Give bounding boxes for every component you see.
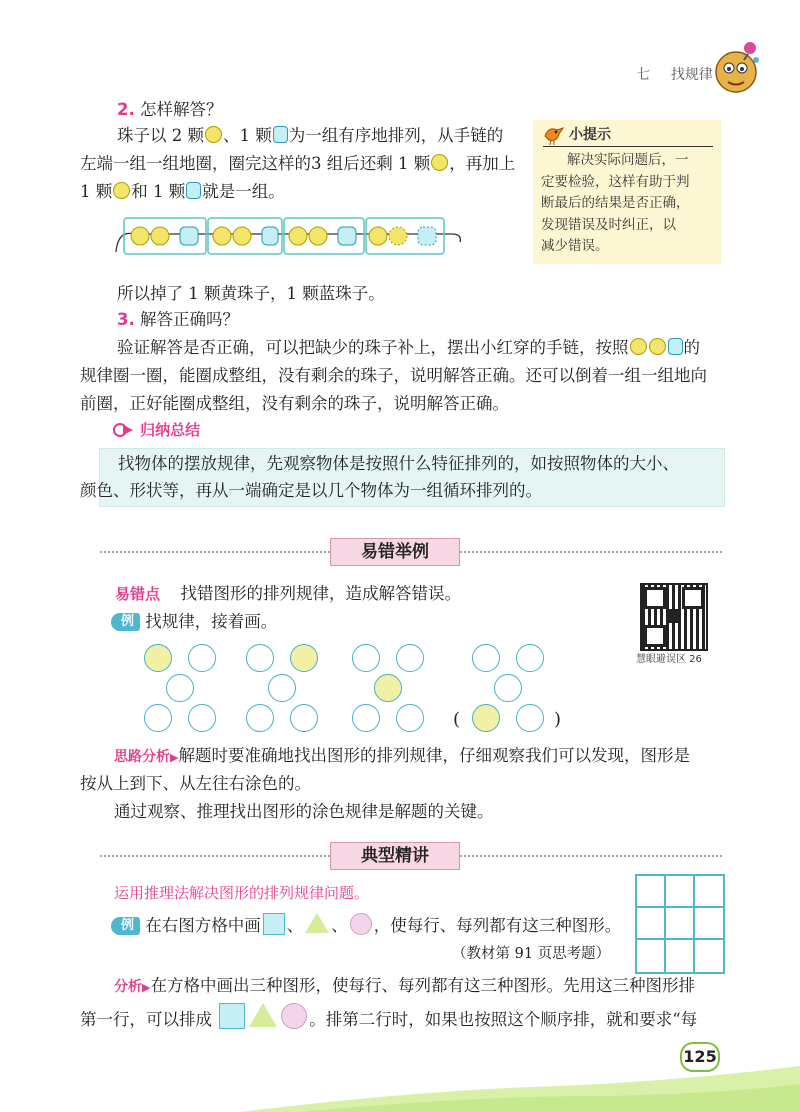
- bird-icon: [541, 122, 567, 146]
- pattern-circle: [516, 644, 544, 672]
- q2-number: 2.: [117, 100, 135, 119]
- pattern-circle: [494, 674, 522, 702]
- pattern-circle: [516, 704, 544, 732]
- pattern-circle: [290, 704, 318, 732]
- tip-line-4: 发现错误及时纠正，以: [541, 216, 676, 233]
- q2-line3-c: 就是一组。: [202, 182, 285, 201]
- pattern-circle: [166, 674, 194, 702]
- pattern-circle: [144, 704, 172, 732]
- pattern-circle: [472, 644, 500, 672]
- analysis-arrow-icon: ▶: [142, 981, 151, 994]
- q2-line-3: [80, 178, 285, 206]
- q3-line-3: 前圈，正好能圈成整组，没有剩余的珠子，说明解答正确。: [80, 394, 509, 413]
- mistake-analysis-line-3: 通过观察、推理找出图形的涂色规律是解题的关键。: [114, 802, 494, 821]
- q3-line1-b: 的: [683, 338, 700, 357]
- pattern-circle: [374, 674, 402, 702]
- mistake-text: 找错图形的排列规律，造成解答错误。: [180, 584, 462, 603]
- pattern-circle: [396, 644, 424, 672]
- typical-example: [111, 912, 621, 940]
- tip-line-2: 定要检验，这样有助于判: [541, 173, 690, 190]
- tip-line-1: 解决实际问题后，一: [567, 152, 689, 168]
- chapter-number: 七: [636, 67, 650, 83]
- typical-analysis-label: 分析: [114, 979, 142, 995]
- divider-right-2: [460, 855, 722, 857]
- typical-source: （教材第 91 页思考题）: [452, 946, 611, 962]
- divider-left: [100, 551, 330, 553]
- analysis-label: 思路分析: [114, 749, 170, 765]
- triangle-shape-icon: [249, 1003, 277, 1027]
- mistake-analysis-line-1: [114, 742, 690, 772]
- circle-shape-icon: [350, 913, 372, 935]
- mascot-icon: [712, 38, 762, 96]
- q3-line1-a: 验证解答是否正确，可以把缺少的珠子补上，摆出小红穿的手链，按照: [117, 338, 629, 357]
- example-tag: 例: [111, 613, 140, 631]
- typical-ex-a: 在右图方格中画: [145, 916, 261, 935]
- typical-analysis-text-1: 在方格中画出三种图形，使每行、每列都有这三种图形。先用这三种图形排: [150, 976, 695, 995]
- q2-line2-a: 左端一组一组地圈，圈完这样的3 组后还剩 1 颗: [80, 154, 431, 173]
- q2-line2-b: ，再加上: [449, 154, 516, 173]
- q2-line1-b: 、1 颗: [223, 126, 272, 145]
- q2-heading: [117, 96, 223, 124]
- summary-title: [113, 419, 200, 440]
- circle-pattern: [140, 640, 560, 740]
- tip-box: [533, 120, 721, 264]
- q3-line-2: 规律圈一圈，能圈成整组，没有剩余的珠子，说明解答正确。还可以倒着一组一组地向: [80, 366, 707, 385]
- yellow-bead-icon: [431, 154, 448, 171]
- example-text: 找规律，接着画。: [145, 612, 278, 631]
- q2-line3-b: 和 1 颗: [131, 182, 186, 201]
- answer-grid: [635, 874, 725, 974]
- typical-analysis-line-1: [114, 972, 695, 1002]
- square-shape-icon: [263, 913, 285, 935]
- example-tag-2: 例: [111, 917, 140, 935]
- q2-line3-a: 1 颗: [80, 182, 113, 201]
- qr-code: [640, 583, 708, 651]
- tip-title: 小提示: [569, 127, 611, 143]
- bracelet-illustration: [112, 212, 464, 262]
- yellow-bead-icon: [649, 338, 666, 355]
- pattern-circle: [352, 644, 380, 672]
- chapter-title: 找规律: [670, 67, 713, 83]
- mistake-line: [115, 580, 461, 608]
- square-shape-icon: [219, 1003, 245, 1029]
- summary-title-text: 归纳总结: [140, 421, 201, 439]
- typical-sep-1: 、: [286, 916, 304, 935]
- pattern-circle: [352, 704, 380, 732]
- page-number: 125: [683, 1047, 717, 1066]
- typical-analysis-text-2b: 。排第二行时，如果也按照这个顺序排，就和要求“每: [309, 1010, 698, 1029]
- typical-ex-b: ，使每行、每列都有这三种图形。: [373, 916, 622, 935]
- tip-line-5: 减少错误。: [541, 238, 609, 254]
- typical-subtitle: 运用推理法解决图形的排列规律问题。: [114, 884, 370, 902]
- pattern-circle: [188, 644, 216, 672]
- qr-caption: 慧眼避误区 26: [636, 654, 702, 665]
- q2-heading-text: 怎样解答？: [140, 100, 223, 119]
- summary-line-1: 找物体的摆放规律，先观察物体是按照什么特征排列的，如按照物体的大小、: [118, 454, 679, 473]
- arrow-badge-icon: [113, 422, 135, 438]
- divider-right: [460, 551, 722, 553]
- analysis-text-1: 解题时要准确地找出图形的排列规律，仔细观察我们可以发现，图形是: [178, 746, 690, 765]
- pattern-circle: [246, 704, 274, 732]
- tip-body: [541, 150, 717, 258]
- pattern-circle: [290, 644, 318, 672]
- footer-wave: [0, 1030, 800, 1112]
- pattern-circle: [246, 644, 274, 672]
- q2-line1-c: 为一组有序地排列，从手链的: [288, 126, 504, 145]
- q2-conclusion: 所以掉了 1 颗黄珠子，1 颗蓝珠子。: [117, 284, 385, 303]
- pattern-circle: [268, 674, 296, 702]
- typical-analysis-text-2a: 第一行，可以排成: [80, 1010, 212, 1029]
- yellow-bead-icon: [630, 338, 647, 355]
- typical-banner: 典型精讲: [330, 842, 460, 870]
- q3-number: 3.: [117, 310, 135, 329]
- q3-heading-text: 解答正确吗？: [140, 310, 239, 329]
- pattern-circle: [396, 704, 424, 732]
- mistake-analysis-line-2: 按从上到下、从左往右涂色的。: [80, 774, 311, 793]
- q2-line-1: [117, 122, 503, 150]
- blue-bead-icon: [668, 338, 683, 355]
- triangle-shape-icon: [305, 913, 329, 933]
- q2-line-2: [80, 150, 515, 178]
- circle-shape-icon: [281, 1003, 307, 1029]
- analysis-arrow-icon: ▶: [170, 751, 179, 764]
- answer-paren-open: (: [453, 709, 461, 730]
- yellow-bead-icon: [113, 182, 130, 199]
- q2-line1-a: 珠子以 2 颗: [117, 126, 204, 145]
- blue-bead-icon: [186, 182, 201, 199]
- mistake-banner: 易错举例: [330, 538, 460, 566]
- page-number-badge: [680, 1042, 720, 1072]
- answer-paren-close: ): [554, 709, 562, 730]
- tip-underline: [543, 146, 713, 147]
- running-header: [636, 64, 713, 84]
- q3-line-1: [117, 334, 700, 362]
- mistake-example: [111, 608, 277, 636]
- mistake-label: 易错点: [115, 585, 161, 603]
- pattern-circle: [472, 704, 500, 732]
- divider-left-2: [100, 855, 330, 857]
- q3-heading: [117, 306, 239, 334]
- blue-bead-icon: [273, 126, 288, 143]
- pattern-circle: [144, 644, 172, 672]
- pattern-circle: [188, 704, 216, 732]
- yellow-bead-icon: [205, 126, 222, 143]
- summary-box: [80, 448, 725, 507]
- summary-line-2: 颜色、形状等，再从一端确定是以几个物体为一组循环排列的。: [80, 481, 542, 500]
- typical-sep-2: 、: [331, 916, 348, 935]
- tip-line-3: 断最后的结果是否正确，: [541, 195, 690, 211]
